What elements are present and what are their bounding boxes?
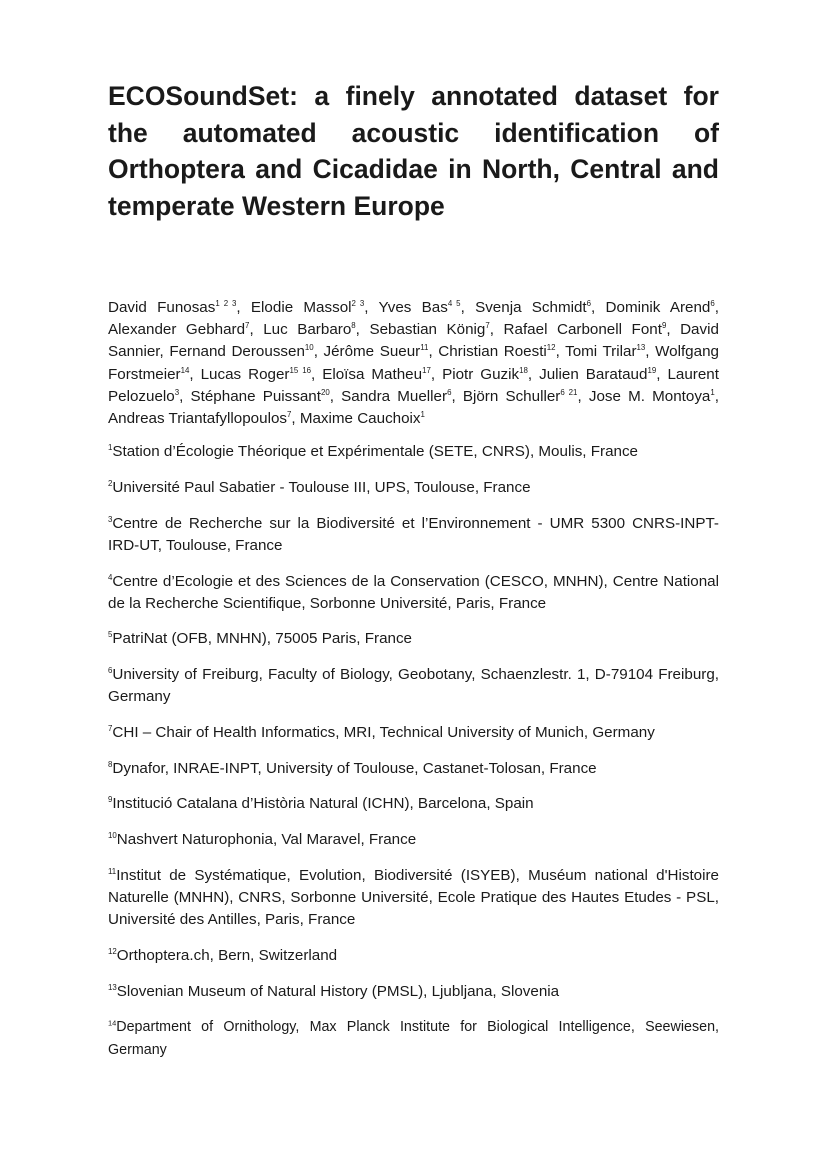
affiliation	[108, 441, 719, 463]
affiliation	[108, 981, 719, 1003]
affiliation-text: PatriNat (OFB, MNHN), 75005 Paris, France	[112, 630, 413, 648]
author	[169, 343, 313, 360]
affiliation-text: Nashvert Naturophonia, Val Maravel, France	[116, 831, 417, 849]
author-affiliation-marker: 6	[710, 299, 715, 309]
affiliation-number: 4	[108, 572, 113, 582]
author	[341, 388, 451, 405]
affiliation-text: Orthoptera.ch, Bern, Switzerland	[116, 946, 338, 964]
author-name: Björn Schuller	[462, 387, 561, 405]
affiliation	[108, 571, 719, 615]
author-affiliation-marker: 20	[320, 387, 330, 397]
affiliation	[108, 477, 719, 499]
author-affiliation-marker: 12	[546, 343, 556, 353]
paper-title: ECOSoundSet: a finely annotated dataset for the automated acoustic identification of Orthoptera and Cicadidae in North, Central and temperate Western Europe	[108, 81, 719, 221]
author	[300, 410, 425, 427]
affiliation	[108, 865, 719, 932]
author-affiliation-marker: 18	[519, 365, 528, 375]
affiliation-number: 2	[108, 479, 113, 488]
author	[263, 321, 355, 338]
author-name: Alexander Gebhard	[108, 321, 246, 339]
author-affiliation-marker: 1 2 3	[215, 299, 237, 309]
author-name: Rafael Carbonell Font	[503, 321, 662, 339]
author-affiliation-marker: 19	[647, 365, 657, 375]
author	[191, 388, 330, 405]
author-affiliation-marker: 15 16	[289, 365, 311, 375]
author	[108, 410, 291, 427]
author-affiliation-marker: 1	[420, 410, 425, 420]
affiliation-text: Dynafor, INRAE-INPT, University of Toulouse, Castanet-Tolosan, France	[112, 759, 597, 777]
author	[442, 366, 528, 383]
author-name: David Funosas	[108, 299, 216, 316]
affiliation-number: 5	[108, 630, 113, 640]
author-name: Dominik Arend	[605, 299, 711, 316]
affiliation-text: Université Paul Sabatier - Toulouse III, UPS, Toulouse, France	[112, 478, 531, 496]
author-affiliation-marker: 11	[420, 343, 429, 353]
affiliation-number: 10	[108, 831, 117, 841]
author-list: David Funosas$^{1 2 3}$, Elodie Massol$^{2 3}$, Yves Bas$^{4 5}$, Svenja Schmidt$^6$, Dominik Arend$^6$, Alexander Gebhard$^7$, Luc Barbaro$^8$, Sebastian König$^7$, Rafael Carbonell Font$^9$, David Sannier, Fernand Deroussen$^{10}$, Jérôme Sueur$^{11}$, Christian Roesti$^{12}$, Tomi Trilar$^{13}$, Wolfgang Forstmeier$^{14}$, Lucas Roger$^{15 16}$, Eloïsa Matheu$^{17}$, Piotr Guzik$^{18}$, Julien Barataud$^{19}$, Laurent Pelozuelo$^3$, Stéphane Puissant$^{20}$, Sandra Mueller$^6$, Björn Schuller$^{6 21}$, Jose M. Montoya$^1$, Andreas Triantafyllopoulos$^7$, Maxime Cauchoix$^1$	[108, 299, 719, 428]
author-affiliation-marker: 17	[422, 365, 431, 375]
author-name: Andreas Triantafyllopoulos	[108, 410, 287, 428]
author	[438, 343, 555, 360]
affiliation-text: Institut de Systématique, Evolution, Biodiversité (ISYEB), Muséum national d'Histoire Naturelle (MNHN), CNRS, Sorbonne Université, Ecole Pratique des Hautes Etudes - PSL, Université des Antilles, Paris, France	[108, 866, 719, 929]
author-name: Jérôme Sueur	[323, 343, 421, 361]
author	[589, 388, 715, 405]
author-name: Sandra Mueller	[341, 387, 448, 405]
affiliation-number: 13	[108, 982, 117, 992]
author-affiliation-marker: 6	[447, 387, 452, 397]
author-affiliation-marker: 8	[351, 321, 356, 331]
author	[201, 366, 311, 383]
author-name: Laurent Pelozuelo	[108, 365, 719, 405]
affiliation-number: 12	[108, 947, 117, 957]
author	[539, 366, 656, 383]
affiliation	[108, 513, 719, 557]
author	[369, 321, 489, 338]
affiliation	[108, 664, 719, 708]
affiliation-text: CHI – Chair of Health Informatics, MRI, Technical University of Munich, Germany	[112, 724, 655, 742]
author-name: Christian Roesti	[438, 343, 547, 361]
affiliation-number: 3	[108, 514, 113, 524]
affiliation-text: Centre d’Ecologie et des Sciences de la Conservation (CESCO, MNHN), Centre National de la Recherche Scientifique, Sorbonne Université, Paris, France	[108, 572, 719, 612]
author	[504, 321, 667, 338]
author-name: David Sannier	[108, 321, 719, 361]
author-name: Eloïsa Matheu	[322, 365, 423, 383]
affiliation-number: 8	[108, 759, 113, 769]
author-affiliation-marker: 7	[245, 321, 250, 331]
affiliation	[108, 1016, 719, 1060]
author-name: Jose M. Montoya	[588, 387, 711, 405]
affiliation-text: Slovenian Museum of Natural History (PMSL), Ljubljana, Slovenia	[116, 982, 560, 1000]
author-affiliation-marker: 10	[304, 343, 314, 353]
author-name: Wolfgang Forstmeier	[108, 343, 719, 383]
affiliation	[108, 829, 719, 851]
affiliation-text: Station d’Écologie Théorique et Expérimentale (SETE, CNRS), Moulis, France	[112, 443, 638, 461]
affiliation-number: 14	[108, 1018, 117, 1028]
author	[475, 299, 591, 316]
affiliation-list	[108, 441, 719, 1061]
author-affiliation-marker: 7	[286, 410, 292, 420]
author-affiliation-marker: 3	[174, 387, 180, 397]
author-name: Luc Barbaro	[263, 321, 352, 339]
author-name: Julien Barataud	[539, 365, 648, 383]
author-name: Tomi Trilar	[565, 343, 637, 361]
author-affiliation-marker: 4 5	[447, 299, 461, 309]
author	[251, 299, 364, 316]
affiliation	[108, 758, 719, 780]
affiliation	[108, 945, 719, 967]
affiliation-number: 1	[108, 443, 113, 453]
author-name: Maxime Cauchoix	[299, 410, 421, 428]
author-name: Elodie Massol	[250, 299, 352, 316]
affiliation	[108, 722, 719, 744]
author-affiliation-marker: 9	[661, 321, 667, 331]
author-name: Yves Bas	[378, 299, 448, 316]
author-name: Lucas Roger	[200, 365, 290, 383]
author-name: Stéphane Puissant	[190, 387, 321, 405]
author	[463, 388, 578, 405]
author-affiliation-marker: 13	[636, 343, 646, 353]
affiliation	[108, 628, 719, 650]
author-affiliation-marker: 6	[586, 299, 592, 309]
author-affiliation-marker: 6 21	[560, 387, 578, 397]
author-affiliation-marker: 2 3	[351, 299, 365, 309]
author	[108, 321, 249, 338]
affiliation-text: Centre de Recherche sur la Biodiversité et l’Environnement - UMR 5300 CNRS-INPT-IRD-UT, Toulouse, France	[108, 514, 719, 554]
affiliation-text: Institució Catalana d’Història Natural (ICHN), Barcelona, Spain	[112, 795, 534, 813]
author-affiliation-marker: 1	[710, 387, 715, 397]
author	[322, 366, 431, 383]
affiliation-number: 7	[108, 724, 113, 734]
affiliation-number: 9	[108, 795, 113, 805]
author	[378, 299, 460, 316]
affiliation-text: University of Freiburg, Faculty of Biology, Geobotany, Schaenzlestr. 1, D-79104 Freiburg, Germany	[108, 666, 719, 706]
author-name: Fernand Deroussen	[169, 343, 305, 361]
author-name: Sebastian König	[369, 321, 486, 339]
author	[606, 299, 715, 316]
affiliation	[108, 793, 719, 815]
author-name: Svenja Schmidt	[475, 299, 587, 316]
affiliation-number: 11	[108, 866, 117, 876]
author-affiliation-marker: 7	[485, 321, 490, 331]
affiliation-number: 6	[108, 666, 113, 676]
page-content	[108, 78, 719, 1074]
author	[323, 343, 428, 360]
author	[108, 299, 236, 316]
author-affiliation-marker: 14	[180, 365, 190, 375]
author	[565, 343, 645, 360]
author-name: Piotr Guzik	[442, 365, 520, 383]
affiliation-text: Department of Ornithology, Max Planck Institute for Biological Intelligence, Seewiesen, Germany	[108, 1019, 719, 1058]
